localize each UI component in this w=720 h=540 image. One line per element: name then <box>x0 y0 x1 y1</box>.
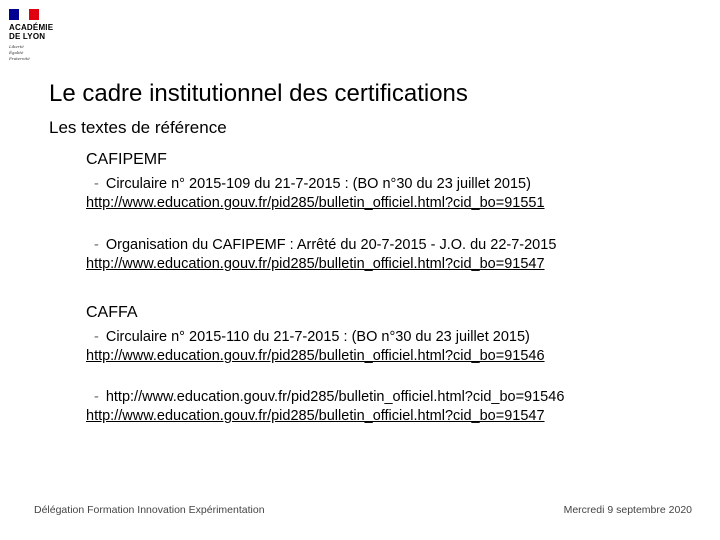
bullet-dash: - <box>94 389 99 405</box>
list-item <box>86 329 530 345</box>
section-heading-cafipemf: CAFIPEMF <box>86 151 167 168</box>
flag-white <box>19 9 29 20</box>
bullet-dash: - <box>94 176 99 192</box>
section-heading-caffa: CAFFA <box>86 304 138 321</box>
item-text: Organisation du CAFIPEMF : Arrêté du 20-7-2015 - J.O. du 22-7-2015 <box>105 237 557 253</box>
footer-date: Mercredi 9 septembre 2020 <box>563 504 692 516</box>
bulletin-link[interactable]: http://www.education.gouv.fr/pid285/bulletin_officiel.html?cid_bo=91547 <box>86 408 545 424</box>
french-flag-icon <box>9 9 39 20</box>
item-text: Circulaire n° 2015-109 du 21-7-2015 : (BO n°30 du 23 juillet 2015) <box>105 176 531 192</box>
item-text: http://www.education.gouv.fr/pid285/bulletin_officiel.html?cid_bo=91546 <box>105 389 565 405</box>
bullet-dash: - <box>94 329 99 345</box>
logo-line-2: DE LYON <box>9 32 46 41</box>
bulletin-link[interactable]: http://www.education.gouv.fr/pid285/bulletin_officiel.html?cid_bo=91551 <box>86 195 545 211</box>
logo-line-1: ACADÉMIE <box>9 23 54 32</box>
page-subtitle: Les textes de référence <box>49 118 227 137</box>
motto-fraternite: Fraternité <box>9 56 30 61</box>
academie-logo <box>6 6 64 68</box>
footer-department: Délégation Formation Innovation Expérimentation <box>34 504 265 516</box>
motto-egalite: Égalité <box>9 50 24 55</box>
page-title: Le cadre institutionnel des certifications <box>49 80 468 107</box>
bullet-dash: - <box>94 237 99 253</box>
list-item <box>86 389 564 405</box>
item-text: Circulaire n° 2015-110 du 21-7-2015 : (BO n°30 du 23 juillet 2015) <box>105 329 530 345</box>
bulletin-link[interactable]: http://www.education.gouv.fr/pid285/bulletin_officiel.html?cid_bo=91546 <box>86 348 545 364</box>
list-item <box>86 237 556 253</box>
list-item <box>86 176 531 192</box>
logo-motto <box>9 44 30 62</box>
flag-red <box>29 9 39 20</box>
motto-liberte: Liberté <box>9 44 24 49</box>
flag-blue <box>9 9 19 20</box>
bulletin-link[interactable]: http://www.education.gouv.fr/pid285/bulletin_officiel.html?cid_bo=91547 <box>86 256 545 272</box>
